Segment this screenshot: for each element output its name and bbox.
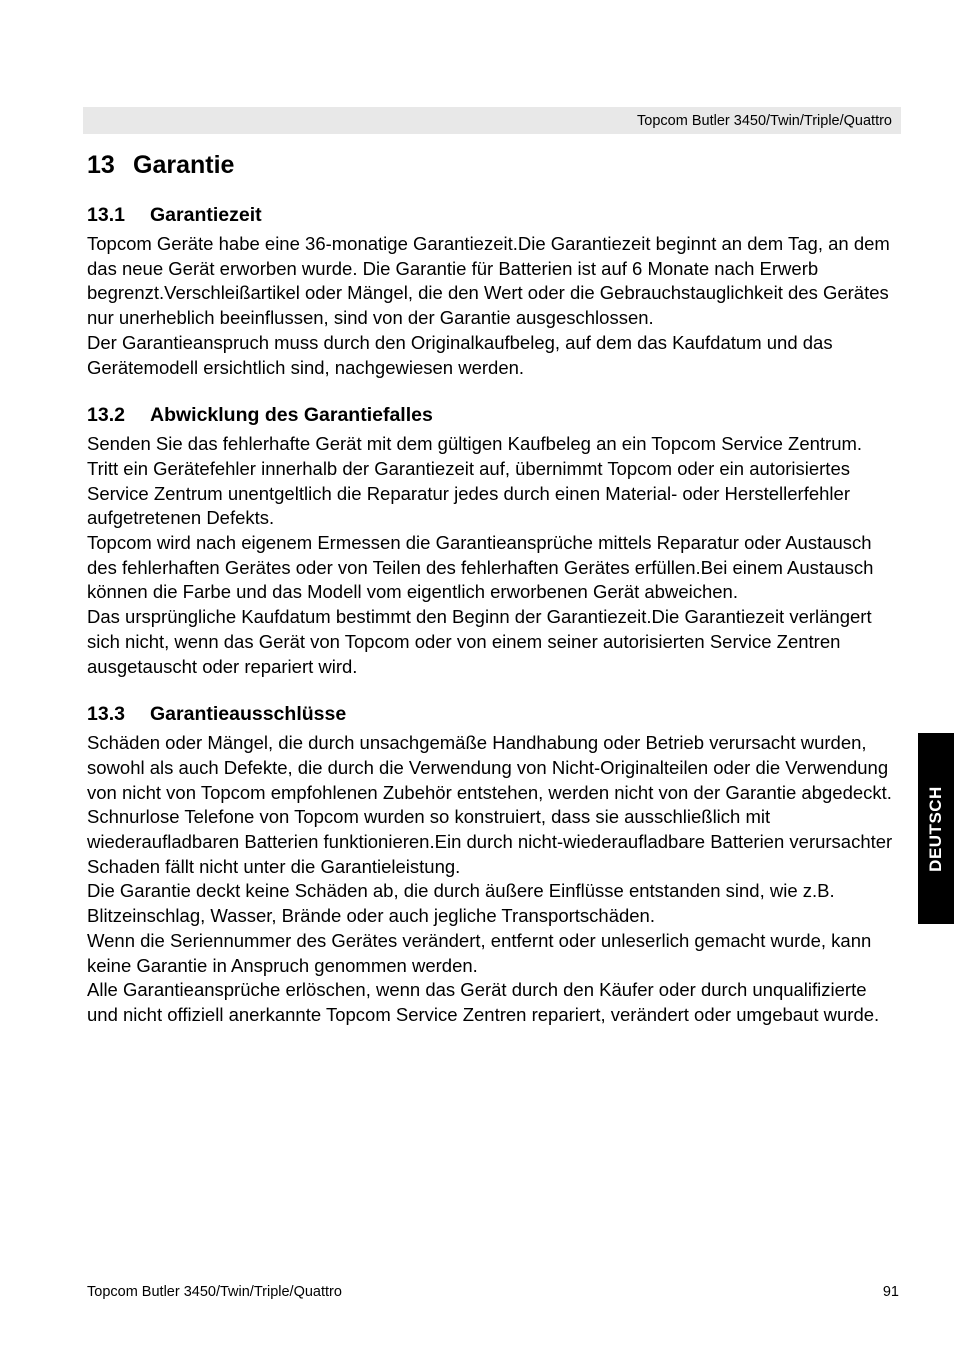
paragraph: Senden Sie das fehlerhafte Gerät mit dem gültigen Kaufbeleg an ein Topcom Service Zentrum. [87,433,863,455]
page-number: 91 [882,1284,899,1300]
paragraph: Die Garantie deckt keine Schäden ab, die durch äußere Einflüsse entstanden sind, wie z.B. Blitzeinschlag, Wasser, Brände oder auch jegliche Transportschäden. [87,880,840,927]
page-content [87,146,902,1028]
paragraph: Topcom wird nach eigenem Ermessen die Garantieansprüche mittels Reparatur oder Austausch des fehlerhaften Gerätes oder von Teilen des fehlerhaften Gerätes erfüllen.Bei einem Austausch können die Farbe und das Modell vom eigentlich erworbenen Gerät abweichen. [87,532,879,603]
section-heading-garantiezeit [87,202,902,228]
chapter-title: Garantie [133,151,235,179]
paragraph: Wenn die Seriennummer des Gerätes verändert, entfernt oder unleserlich gemacht wurde, kann keine Garantie in Anspruch genommen werden. [87,929,877,976]
paragraph: Tritt ein Gerätefehler innerhalb der Garantiezeit auf, übernimmt Topcom oder ein autorisiertes Service Zentrum unentgeltlich die Reparatur jedes durch einen Material- oder Herstellerfehler aufgetretenen Defekts. [87,457,856,529]
section-title: Garantieausschlüsse [150,703,347,726]
section-title: Garantiezeit [150,204,262,226]
chapter-number: 13 [87,151,115,179]
language-tab-label: DEUTSCH [926,785,946,872]
language-tab [918,733,954,924]
paragraph: Schnurlose Telefone von Topcom wurden so konstruiert, dass sie ausschließlich mit wiederaufladbaren Batterien funktionieren.Ein durch nicht-wiederaufladbare Batterien verursachter Schaden fällt nicht unter die Garantieleistung. [87,806,898,877]
page-header [83,107,901,134]
paragraph: Topcom Geräte habe eine 36-monatige Garantiezeit.Die Garantiezeit beginnt an dem Tag, an dem das neue Gerät erworben wurde. Die Garantie für Batterien ist auf 6 Monate nach Erwerb begrenzt.Verschleißartikel oder Mängel, die den Wert oder die Gebrauchstauglichkeit des Gerätes nur unerheblich beeinflussen, sind von der Garantie ausgeschlossen. [87,233,895,329]
header-title: Topcom Butler 3450/Twin/Triple/Quattro [637,112,892,129]
section-heading-garantieausschluesse [87,701,902,727]
footer-title: Topcom Butler 3450/Twin/Triple/Quattro [87,1284,342,1300]
section-number: 13.2 [87,404,125,427]
section-title: Abwicklung des Garantiefalles [150,404,433,427]
paragraph: Das ursprüngliche Kaufdatum bestimmt den Beginn der Garantiezeit.Die Garantiezeit verlängert sich nicht, wenn das Gerät von Topcom oder von einem seiner autorisierten Service Zentren ausgetauscht oder repariert wird. [87,606,877,677]
section-number: 13.3 [87,703,125,726]
chapter-heading [87,146,902,184]
paragraph: Der Garantieanspruch muss durch den Originalkaufbeleg, auf dem das Kaufdatum und das Gerätemodell ersichtlich sind, nachgewiesen werden. [87,331,838,378]
section-number: 13.1 [87,204,125,226]
section-heading-abwicklung [87,402,902,428]
paragraph: Schäden oder Mängel, die durch unsachgemäße Handhabung oder Betrieb verursacht wurden, sowohl als auch Defekte, die durch die Verwendung von Nicht-Originalteilen oder die Verwendung von nicht von Topcom empfohlenen Zubehör entstehen, werden nicht von der Garantie abgedeckt. [87,732,894,803]
paragraph: Alle Garantieansprüche erlöschen, wenn das Gerät durch den Käufer oder durch unqualifizierte und nicht offiziell anerkannte Topcom Service Zentren repariert, verändert oder umgebaut wurde. [87,979,880,1025]
